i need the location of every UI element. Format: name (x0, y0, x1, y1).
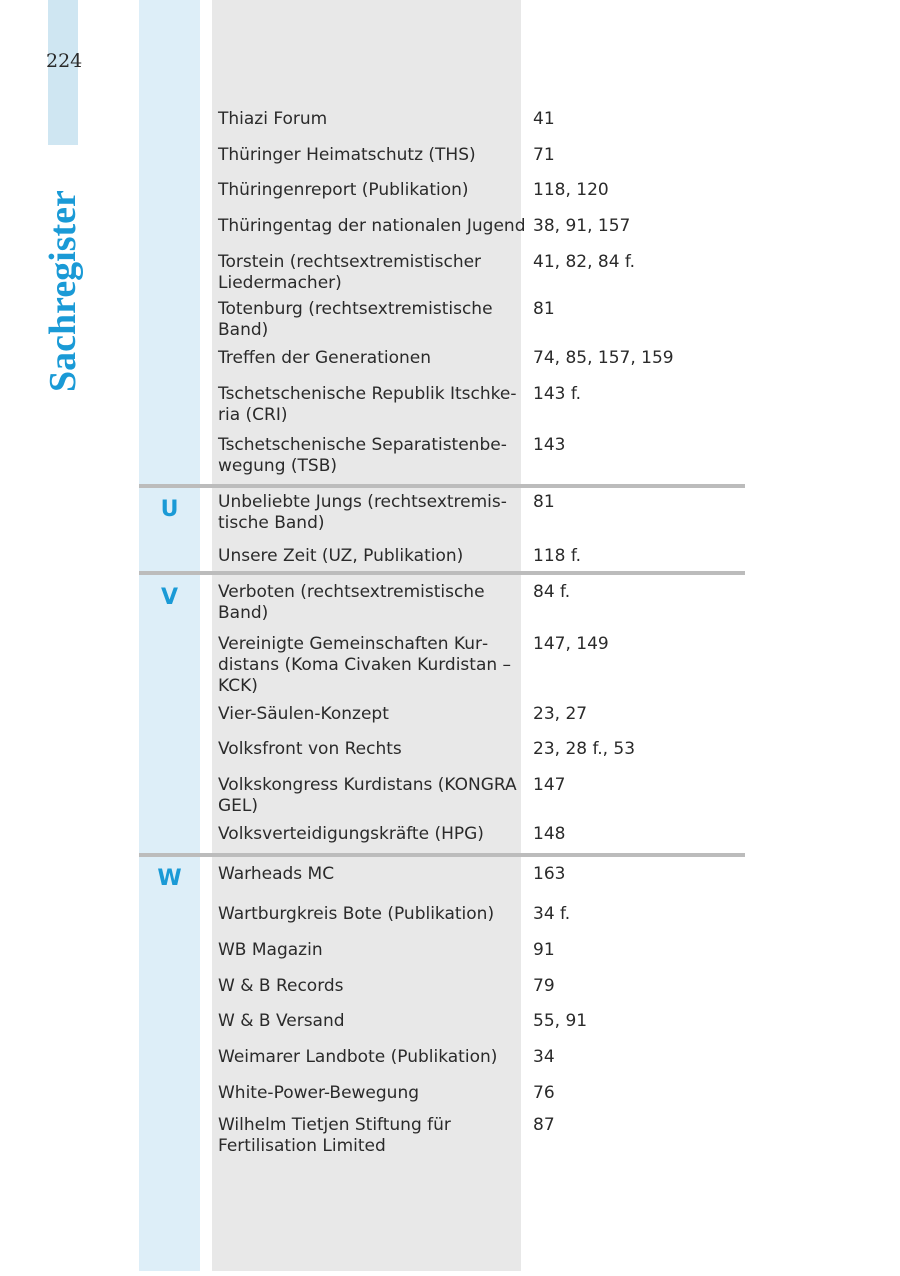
entry-term: Treffen der Generationen (218, 348, 432, 368)
entry-term: Torstein (rechtsextremistischer Liedermacher) (218, 252, 482, 293)
section-divider (139, 571, 745, 575)
entry-pages: 148 (533, 824, 566, 844)
entry-pages: 41 (533, 109, 555, 129)
letter-column (139, 0, 200, 1271)
page-number: 224 (46, 50, 83, 72)
entry-term: Vereinigte Gemeinschaften Kurdistans (Koma Civaken Kurdistan – KCK) (218, 634, 512, 696)
entry-pages: 163 (533, 864, 566, 884)
entry-term: Thüringentag der nationalen Jugend (218, 216, 526, 236)
section-letter-v: V (160, 585, 179, 610)
entry-pages: 87 (533, 1115, 555, 1135)
entry-pages: 81 (533, 492, 555, 512)
page-tab-strip (48, 0, 78, 145)
section-divider (139, 484, 745, 488)
section-divider (139, 853, 745, 857)
entry-term: White-Power-Bewegung (218, 1083, 420, 1103)
entry-term: W & B Records (218, 976, 344, 996)
entry-term: Verboten (rechtsextremistische Band) (218, 582, 485, 623)
section-letter-u: U (160, 497, 179, 522)
entry-pages: 76 (533, 1083, 555, 1103)
entry-pages: 55, 91 (533, 1011, 588, 1031)
section-letter-w: W (157, 866, 182, 891)
section-title: Sachregister (42, 190, 84, 392)
entry-term: Warheads MC (218, 864, 335, 884)
entry-pages: 147 (533, 775, 566, 795)
entry-term: Vier-Säulen-Konzept (218, 704, 389, 724)
entry-term: W & B Versand (218, 1011, 345, 1031)
entry-term: Wartburgkreis Bote (Publikation) (218, 904, 495, 924)
entry-pages: 81 (533, 299, 555, 319)
entry-pages: 143 f. (533, 384, 582, 404)
entry-pages: 41, 82, 84 f. (533, 252, 636, 272)
entry-term: Thüringenreport (Publikation) (218, 180, 469, 200)
entry-term: Tschetschenische Separatistenbewegung (TSB) (218, 435, 507, 476)
entry-term: Weimarer Landbote (Publikation) (218, 1047, 498, 1067)
entry-term: Thüringer Heimatschutz (THS) (218, 145, 476, 165)
entry-pages: 74, 85, 157, 159 (533, 348, 674, 368)
entry-term: Volkskongress Kurdistans (KONGRA GEL) (218, 775, 517, 816)
entry-pages: 84 f. (533, 582, 571, 602)
entry-pages: 34 (533, 1047, 555, 1067)
entry-pages: 23, 28 f., 53 (533, 739, 636, 759)
entry-term: Totenburg (rechtsextremistische Band) (218, 299, 493, 340)
entry-pages: 118 f. (533, 546, 582, 566)
entry-pages: 147, 149 (533, 634, 609, 654)
entry-term: Thiazi Forum (218, 109, 328, 129)
entry-pages: 71 (533, 145, 555, 165)
entry-term: WB Magazin (218, 940, 323, 960)
entry-term: Volksverteidigungskräfte (HPG) (218, 824, 484, 844)
entry-pages: 23, 27 (533, 704, 588, 724)
entry-term: Unbeliebte Jungs (rechtsextremistische Band) (218, 492, 507, 533)
entry-pages: 34 f. (533, 904, 571, 924)
entry-term: Wilhelm Tietjen Stiftung für Fertilisation Limited (218, 1115, 451, 1156)
entry-pages: 79 (533, 976, 555, 996)
entry-term: Unsere Zeit (UZ, Publikation) (218, 546, 464, 566)
entry-pages: 38, 91, 157 (533, 216, 631, 236)
entry-term: Tschetschenische Republik Itschkeria (CRI) (218, 384, 517, 425)
entry-pages: 143 (533, 435, 566, 455)
entry-pages: 118, 120 (533, 180, 609, 200)
entry-term: Volksfront von Rechts (218, 739, 402, 759)
entry-pages: 91 (533, 940, 555, 960)
